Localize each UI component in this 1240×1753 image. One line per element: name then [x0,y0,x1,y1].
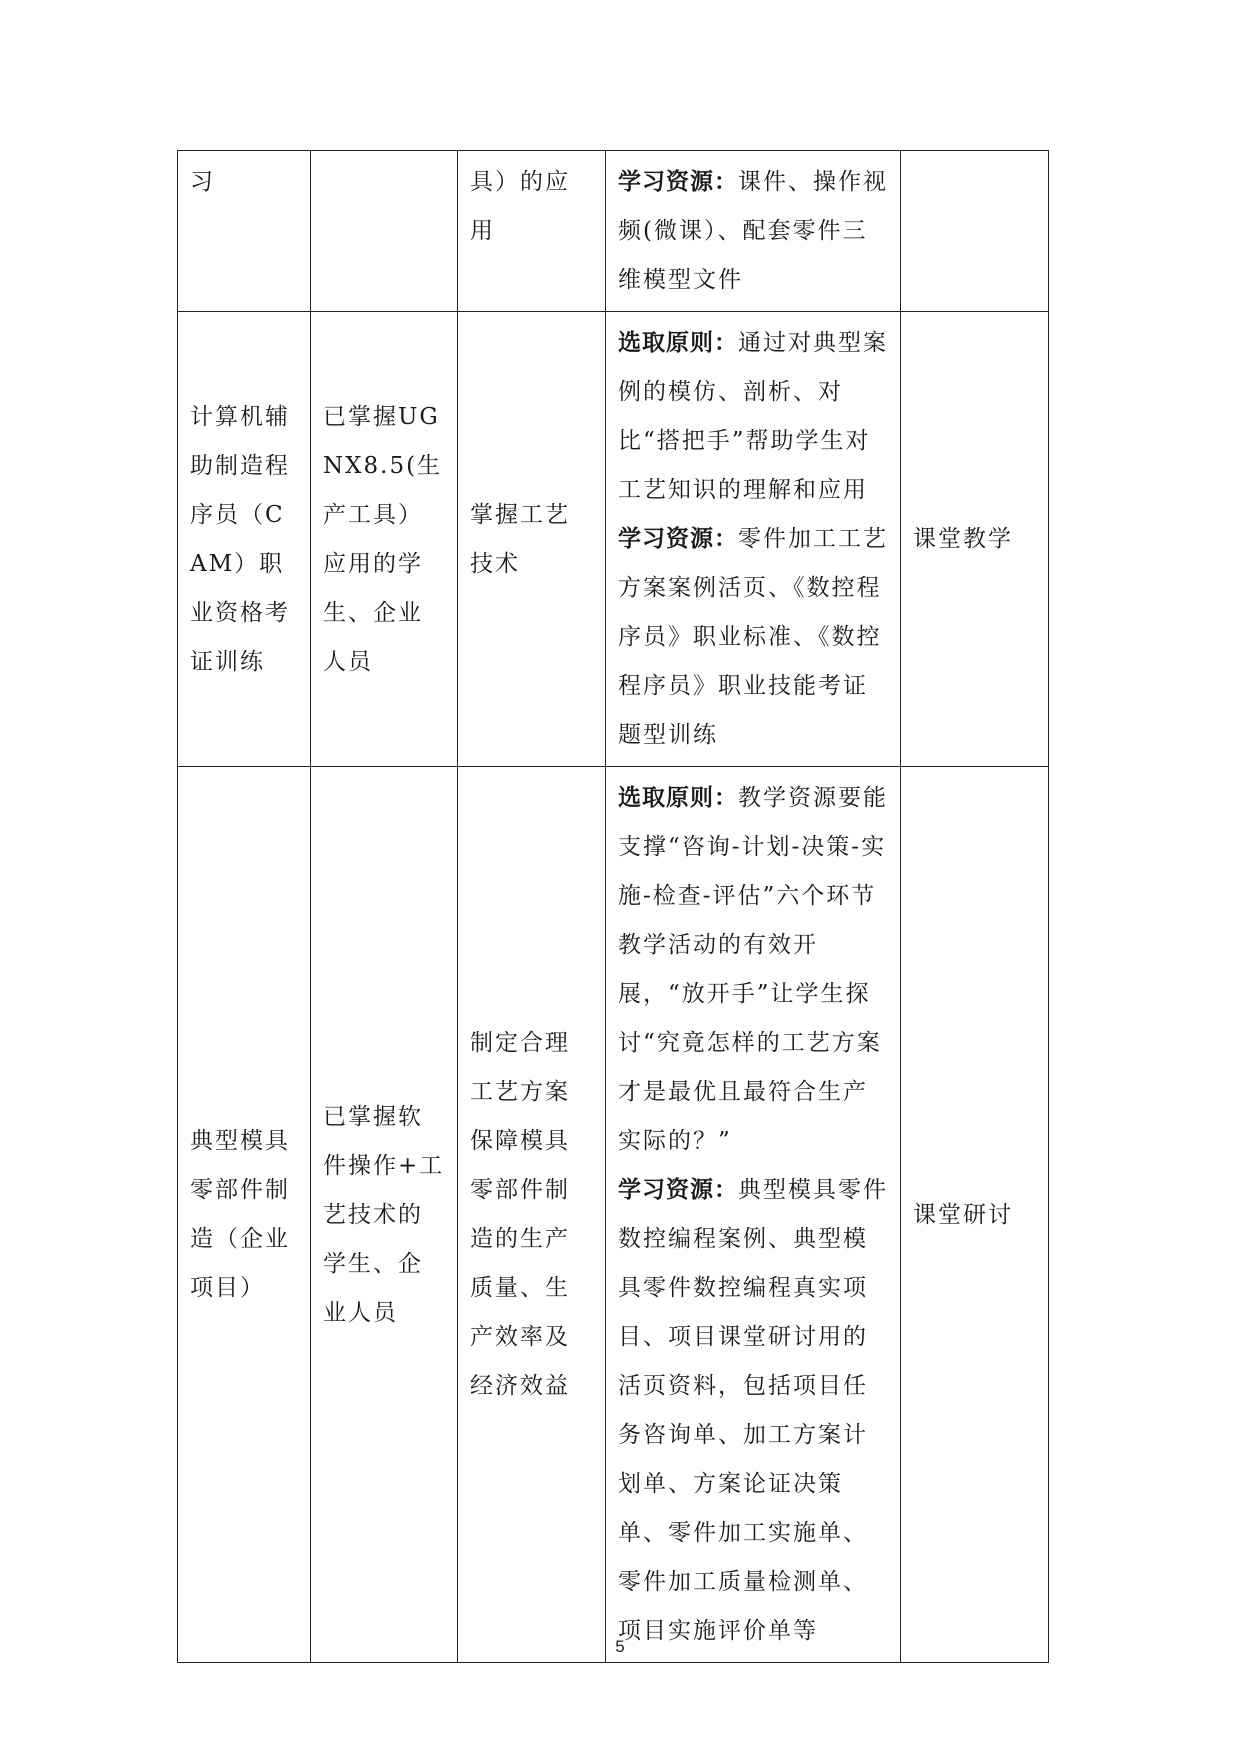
table-row [178,151,1049,312]
resources-label: 学习资源： [618,526,738,552]
principle-resources-cell [606,767,901,1663]
topic-cell: 计算机辅助制造程序员（CAM）职业资格考证训练 [178,312,311,767]
resources-block [618,1166,888,1656]
objective-cell: 具）的应用 [458,151,606,312]
principle-block [618,319,888,515]
resources-label: 学习资源： [618,1177,738,1203]
method-cell: 课堂教学 [901,312,1049,767]
principle-block [618,774,888,1166]
method-cell [901,151,1049,312]
table-row [178,312,1049,767]
resources-text: 典型模具零件数控编程案例、典型模具零件数控编程真实项目、项目课堂研讨用的活页资料，包括项目任务咨询单、加工方案计划单、方案论证决策单、零件加工实施单、零件加工质量检测单、项目实施评价单等 [618,1177,888,1644]
audience-cell: 已掌握软件操作+工艺技术的学生、企业人员 [311,767,458,1663]
method-cell: 课堂研讨 [901,767,1049,1663]
topic-cell: 习 [178,151,311,312]
resources-block [618,515,888,760]
resources-cell [606,151,901,312]
audience-cell [311,151,458,312]
principle-text: 教学资源要能支撑“咨询-计划-决策-实施-检查-评估”六个环节教学活动的有效开展，“放开手”让学生探讨“究竟怎样的工艺方案才是最优且最符合生产实际的？” [618,785,888,1154]
resources-text: 课件、操作视频(微课）、配套零件三维模型文件 [618,169,888,293]
principle-resources-cell [606,312,901,767]
resources-label: 学习资源： [618,169,738,195]
table-row [178,767,1049,1663]
audience-cell: 已掌握UGNX8.5(生产工具）应用的学生、企业人员 [311,312,458,767]
principle-text: 通过对典型案例的模仿、剖析、对比“搭把手”帮助学生对工艺知识的理解和应用 [618,330,888,503]
objective-cell: 制定合理工艺方案保障模具零部件制造的生产质量、生产效率及经济效益 [458,767,606,1663]
objective-cell: 掌握工艺技术 [458,312,606,767]
page-number: 5 [615,1637,625,1656]
topic-cell: 典型模具零部件制造（企业项目） [178,767,311,1663]
principle-label: 选取原则： [618,785,738,811]
course-resource-table [177,150,1049,1663]
principle-label: 选取原则： [618,330,738,356]
resources-text: 零件加工工艺方案案例活页、《数控程序员》职业标准、《数控程序员》职业技能考证题型训练 [618,526,888,748]
